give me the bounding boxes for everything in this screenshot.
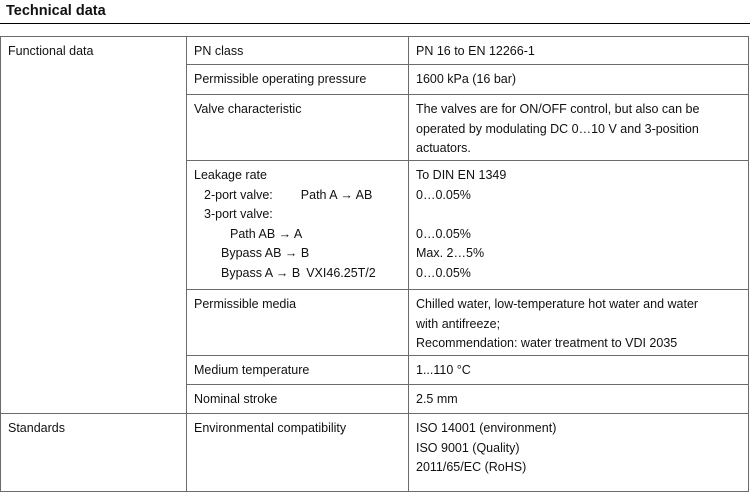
media-line: Recommendation: water treatment to VDI 2035 [416, 336, 678, 350]
media-label: Permissible media [187, 290, 409, 356]
temperature-label: Medium temperature [187, 356, 409, 385]
environmental-label: Environmental compatibility [187, 414, 409, 492]
technical-data-table [0, 36, 749, 492]
characteristic-line: operated by modulating DC 0…10 V and 3-position [416, 121, 699, 136]
category-functional-data: Functional data [1, 37, 187, 414]
leakage-spacer [416, 205, 743, 225]
leakage-path-ab-value: 0…0.05% [416, 226, 471, 241]
characteristic-line: actuators. [416, 141, 471, 155]
three-port-bypass-a: Bypass A → B [221, 265, 301, 280]
title-divider [0, 23, 750, 24]
pn-class-label: PN class [187, 37, 409, 65]
table-row [1, 414, 749, 492]
media-line: with antifreeze; [416, 316, 501, 331]
standard-item: ISO 9001 (Quality) [416, 440, 520, 455]
leakage-two-port-value: 0…0.05% [416, 187, 471, 202]
pressure-value: 1600 kPa (16 bar) [409, 65, 749, 95]
standard-item: ISO 14001 (environment) [416, 421, 557, 435]
three-port-label: 3-port valve: [204, 207, 273, 221]
leakage-standard: To DIN EN 1349 [416, 168, 507, 182]
leakage-label: Leakage rate [194, 168, 267, 182]
page-title: Technical data [6, 3, 106, 19]
environmental-value [409, 414, 749, 492]
two-port-path: Path A → AB [300, 187, 373, 202]
temperature-value: 1...110 °C [409, 356, 749, 385]
three-port-bypass-a-row [194, 264, 403, 284]
characteristic-label: Valve characteristic [187, 95, 409, 161]
media-line: Chilled water, low-temperature hot water and water [416, 297, 699, 311]
leakage-bypass-a-value: 0…0.05% [416, 265, 471, 280]
stroke-value: 2.5 mm [409, 385, 749, 414]
leakage-values-cell [409, 161, 749, 290]
characteristic-line: The valves are for ON/OFF control, but also can be [416, 102, 700, 116]
pn-class-value: PN 16 to EN 12266-1 [409, 37, 749, 65]
three-port-bypass-a-model: VXI46.25T/2 [306, 265, 376, 280]
leakage-label-cell [187, 161, 409, 290]
three-port-path-ab: Path AB → A [230, 226, 303, 241]
two-port-row [194, 186, 403, 206]
pressure-label: Permissible operating pressure [187, 65, 409, 95]
category-standards: Standards [1, 414, 187, 492]
stroke-label: Nominal stroke [187, 385, 409, 414]
characteristic-value [409, 95, 749, 161]
leakage-bypass-ab-value: Max. 2…5% [416, 246, 485, 260]
standard-item: 2011/65/EC (RoHS) [416, 460, 527, 474]
three-port-bypass-ab: Bypass AB → B [221, 246, 310, 260]
media-value [409, 290, 749, 356]
table-row [1, 37, 749, 65]
two-port-label: 2-port valve: [204, 187, 273, 202]
